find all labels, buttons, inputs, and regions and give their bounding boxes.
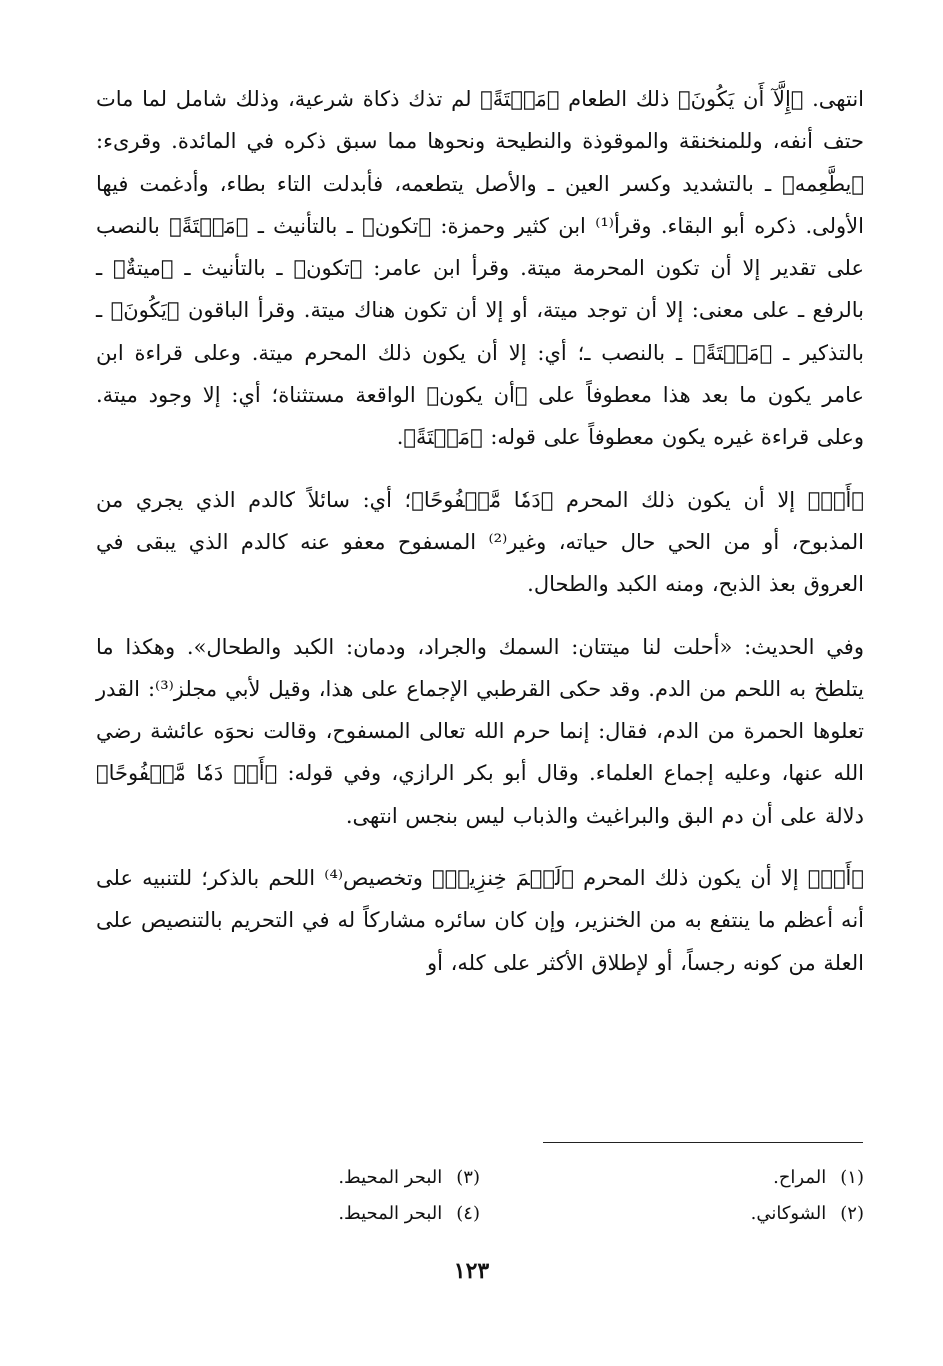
footnote-2 [480,1196,864,1232]
footnote-text: البحر المحيط. [338,1167,443,1188]
footnote-number: (٣) [456,1167,480,1188]
footnote-4 [96,1196,480,1232]
paragraph-1: انتهى. ﴿إِلَّآ أَن يَكُونَ﴾ ذلك الطعام ﴿مَيۡتَةً﴾ لم تذك ذكاة شرعية، وذلك شامل لما مات حتف أنفه، وللمنخنقة والموقوذة والنطيحة ونحوها مما سبق ذكره في المائدة. وقرىء: ﴿يطَّعِمه﴾ ـ بالتشديد وكسر العين ـ والأصل يتطعمه، فأبدلت التاء بطاء، وأدغمت فيها الأولى. ذكره أبو البقاء. وقرأ⁽¹⁾ ابن كثير وحمزة: ﴿تكون﴾ ـ بالتأنيث ـ ﴿مَيۡتَةً﴾ بالنصب على تقدير إلا أن تكون المحرمة ميتة. وقرأ ابن عامر: ﴿تكون﴾ ـ بالتأنيث ـ ﴿ميتةٌ﴾ ـ بالرفع ـ على معنى: إلا أن توجد ميتة، أو إلا أن تكون هناك ميتة. وقرأ الباقون ﴿يَكُونَ﴾ ـ بالتذكير ـ ﴿مَيۡتَةً﴾ ـ بالنصب ـ؛ أي: إلا أن يكون ذلك المحرم ميتة. وعلى قراءة ابن عامر يكون ما بعد هذا معطوفاً على ﴿أن يكون﴾ الواقعة مستثناة؛ أي: إلا وجود ميتة. وعلى قراءة غيره يكون معطوفاً على قوله: ﴿مَيۡتَةً﴾. [96,87,864,450]
paragraph-4: ﴿أَوۡ﴾ إلا أن يكون ذلك المحرم ﴿لَحۡمَ خِنزِيرٖ﴾ وتخصيص⁽⁴⁾ اللحم بالذكر؛ للتنبيه على أنه أعظم ما ينتفع به من الخنزير، وإن كان سائره مشاركاً له في التحريم بالتنصيص على العلة من كونه رجساً، أو لإطلاق الأكثر على كله، أو [96,866,864,975]
page-body [96,78,864,984]
footnote-number: (١) [840,1167,864,1188]
footnote-text: البحر المحيط. [338,1203,443,1224]
page-number: ١٢٣ [453,1258,490,1284]
footnote-3 [96,1160,480,1196]
footnote-row [96,1160,864,1196]
footnote-text: الشوكاني. [750,1203,827,1224]
footnote-number: (٢) [840,1203,864,1224]
footnote-1 [480,1160,864,1196]
footnote-divider [543,1142,863,1143]
footnotes [96,1160,864,1232]
paragraph-3: وفي الحديث: «أحلت لنا ميتتان: السمك والجراد، ودمان: الكبد والطحال». وهكذا ما يتلطخ به اللحم من الدم. وقد حكى القرطبي الإجماع على هذا، وقيل لأبي مجلز⁽³⁾: القدر تعلوها الحمرة من الدم، فقال: إنما حرم الله تعالى المسفوح، وقالت نحوَه عائشة رضي الله عنها، وعليه إجماع العلماء. وقال أبو بكر الرازي، وفي قوله: ﴿أَوۡ دَمٗا مَّسۡفُوحًا﴾ دلالة على أن دم البق والبراغيث والذباب ليس بنجس انتهى. [96,634,864,828]
paragraph-2: ﴿أَوۡ﴾ إلا أن يكون ذلك المحرم ﴿دَمٗا مَّسۡفُوحًا﴾؛ أي: سائلاً كالدم الذي يجري من المذبوح، أو من الحي حال حياته، وغير⁽²⁾ المسفوح معفو عنه كالدم الذي يبقى في العروق بعذ الذبح، ومنه الكبد والطحال. [96,487,865,597]
footnote-text: المراح. [773,1167,827,1188]
footnote-number: (٤) [456,1203,480,1224]
footnote-row [96,1196,864,1232]
